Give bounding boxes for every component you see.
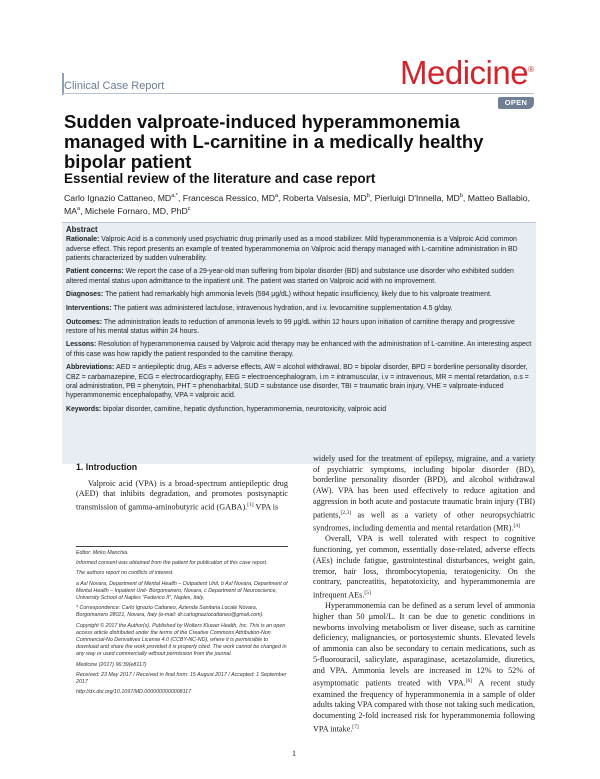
abstract-label: Diagnoses: bbox=[66, 291, 106, 299]
footnote: a Asl Novara, Department of Mental Health – Outpatient Unit, b Asl Novara, Department of Mental Health – Inpatient Unit- Borgomanero, Novara, c Department of Neuroscience, University School of Naples "Federico II", Naples, Italy. bbox=[76, 580, 288, 602]
intro-text-after: VPA is bbox=[253, 502, 279, 512]
abstract-label: Abbreviations: bbox=[66, 364, 117, 372]
abstract-label: Rationale: bbox=[66, 236, 102, 244]
abstract-paragraph bbox=[66, 290, 532, 299]
abstract-paragraph bbox=[66, 405, 532, 414]
left-column bbox=[76, 462, 288, 514]
author-name: Roberta Valsesia, MD bbox=[282, 192, 367, 203]
introduction-paragraph bbox=[76, 479, 288, 514]
author-affiliation-mark: a,* bbox=[171, 193, 178, 199]
footnote: The authors report no conflicts of interest. bbox=[76, 570, 174, 577]
abstract-paragraph bbox=[66, 304, 532, 313]
author-affiliation-mark: b bbox=[366, 193, 370, 199]
abstract-label: Interventions: bbox=[66, 304, 114, 312]
right-column bbox=[313, 454, 535, 735]
abstract-text: The administration leads to reduction of ammonia levels to 99 μg/dL within 12 hours upon initiation of carnitine therapy and progressive restore of his mental status within 24 hours. bbox=[66, 318, 515, 335]
abstract-paragraph bbox=[66, 363, 532, 400]
abstract-label: Outcomes: bbox=[66, 318, 104, 326]
author-affiliation-mark: a bbox=[77, 206, 81, 213]
abstract-text: We report the case of a 29-year-old man suffering from bipolar disorder (BD) and substance use disorder who exhibited sudden altered mental status upon admittance to the inpatient unit. The patient was started on Valproic acid with no improvement. bbox=[66, 268, 514, 285]
intro-text: Valproic acid (VPA) is a broad-spectrum antiepileptic drug (AED) that inhibits degradation, and promotes postsynaptic transmission of gamma-aminobutyric acid (GABA). bbox=[76, 478, 288, 512]
journal-logo bbox=[400, 54, 533, 92]
abstract-label: Patient concerns: bbox=[66, 268, 126, 276]
abstract-paragraph bbox=[66, 235, 532, 263]
author-affiliation-mark: a bbox=[274, 193, 279, 199]
footnote: http://dx.doi.org/10.1097/MD.0000000000008117 bbox=[76, 689, 192, 696]
body-paragraph: widely used for the treatment of epilepsy, migraine, and a variety of psychiatric symptoms, including bipolar disorder (BD), borderline personality disorder (BPD), and alcohol withdrawal (AW). VPA has been used effectively to reduce agitation and aggression in both acute and postacute traumatic brain injury (TBI) patients,[2,3] as well as a variety of other neuropsychiatric syndromes, including dementia and mental retardation (MR).[4] bbox=[313, 454, 535, 533]
author-name: Carlo Ignazio Cattaneo, MD bbox=[64, 192, 172, 203]
section-label: Clinical Case Report bbox=[64, 80, 165, 92]
author-name: Matteo Ballabio, MA bbox=[64, 192, 531, 217]
abstract-label: Lessons: bbox=[66, 341, 99, 349]
author-affiliation-mark: c bbox=[187, 206, 191, 213]
footnote: Received: 23 May 2017 / Received in final form: 15 August 2017 / Accepted: 1 September 2017 bbox=[76, 671, 287, 686]
citation-ref: [7] bbox=[352, 723, 359, 730]
abstract-paragraph bbox=[66, 267, 532, 286]
abstract-heading: Abstract bbox=[66, 225, 98, 234]
footnote: Medicine (2017) 96:39(e8117) bbox=[76, 661, 147, 668]
page-number: 1 bbox=[292, 749, 296, 758]
author-name: Michele Fornaro, MD, PhD bbox=[84, 206, 188, 217]
abstract-text: AED = antiepileptic drug, AEs = adverse effects, AW = alcohol withdrawal, BD = bipolar disorder, BPD = borderline personality disorder, CBZ = carbamazepine, ECG = electrocardiography, EEG = electroencephalogram, i.m = intramuscular, i.v = intravenous, MR = mental retardation, o.s = oral administration, PB = phenytoin, PHT = phenobarbital, SUD = substance use disorder, TBI = traumatic brain injury, VHE = valproate-induced hyperammonemic encephalopathy, VPA = valproic acid. bbox=[66, 364, 529, 400]
footnotes bbox=[76, 550, 288, 699]
footnote-divider bbox=[76, 546, 288, 547]
registered-mark: ® bbox=[528, 65, 534, 74]
intro-ref: [1] bbox=[247, 502, 254, 509]
citation-ref: [6] bbox=[465, 678, 473, 685]
abstract-label: Keywords: bbox=[66, 405, 104, 413]
abstract-text: Resolution of hyperammonemia caused by Valproic acid therapy may be enhanced with the administration of L-carnitine. An interesting aspect of this case was how rapidly the patient responded to the carnitine therapy. bbox=[66, 341, 532, 358]
footnote: * Correspondence: Carlo Ignazio Cattaneo, Azienda Sanitaria Locale Novara, Borgomanero 28021, Novara, Italy (e-mail: dr.carlognaziocattaneo@gmail.com). bbox=[76, 605, 264, 619]
author-affiliation-mark: b bbox=[459, 193, 463, 199]
open-access-badge: OPEN bbox=[498, 97, 534, 109]
author-name: Pierluigi D'Innella, MD bbox=[374, 192, 460, 203]
footnote: Informed consent was obtained from the patient for publication of this case report. bbox=[76, 560, 268, 567]
introduction-heading: 1. Introduction bbox=[76, 462, 138, 472]
abstract-paragraph bbox=[66, 318, 532, 337]
abstract-text: The patient was administered lactulose, intravenous hydration, and i.v. levocarnitine supplementation 4.5 g/day. bbox=[113, 304, 453, 312]
citation-ref: [5] bbox=[364, 589, 371, 596]
abstract-text: The patient had remarkably high ammonia levels (594 μg/dL) without hepatic insufficiency, likely due to his valproate treatment. bbox=[105, 291, 492, 299]
article-title: Sudden valproate-induced hyperammonemia managed with L-carnitine in a medically healthy bipolar patient bbox=[64, 111, 484, 172]
abstract-text: bipolar disorder, carnitine, hepatic dysfunction, hyperammonemia, neurotoxicity, valproic acid bbox=[103, 405, 387, 413]
header-divider bbox=[62, 93, 534, 94]
abstract-content bbox=[66, 225, 532, 418]
author-list: Carlo Ignazio Cattaneo, $MD^{a,*}$, Francesca Ressico, $MD^a$, Roberta Valsesia, $MD^b$, Pierluigi D'Innella, $MD^b$, Matteo Ballabio, $MA^a$, Michele Fornaro, MD, PhD$^c$ bbox=[64, 192, 531, 217]
footnote: Editor: Mirko Manchia. bbox=[76, 550, 129, 556]
abstract-text: Valproic Acid is a commonly used psychiatric drug primarily used as a mood stabilizer. Mild hyperammonemia is a Valproic Acid common adverse effect. This report presents an example of treated hyperammonemia on Valproic acid therapy managed with L-carnitine administration in BD patients characterized by sudden vulnerability. bbox=[66, 236, 518, 262]
abstract-box bbox=[62, 222, 536, 464]
citation-ref: [2,3] bbox=[340, 509, 352, 516]
body-paragraph: Hyperammonemia can be defined as a serum level of ammonia higher than 50 μmol/L. It can be due to genetic conditions in newborns involving metabolism or liver disease, such as carnitine deficiency, malignancies, or portosystemic shunts. Elevated levels of ammonia can also be secondary to certain medications, such as 5-fluorouracil, salicylate, asparaginase, acetazolamide, diuretics, and VPA. Ammonia levels are increased in 12% to 52% of asymptomatic patients treated with VPA.[6] A recent study examined the frequency of hyperammonemia in a sample of older adults taking VPA compared with those not taking such medication, documenting 2-fold increased risk for hyperammonemia following VPA intake.[7] bbox=[313, 601, 536, 734]
abstract-paragraph bbox=[66, 340, 532, 359]
journal-name: Medicine bbox=[400, 54, 529, 91]
citation-ref: [4] bbox=[513, 522, 520, 529]
footnote: Copyright © 2017 the Author(s). Published by Wolters Kluwer Health, Inc. This is an open access article distributed under the terms of the Creative Commons Attribution-Non Commercial-No Derivatives License 4.0 (CCBY-NC-ND), where it is permissible to download and share the work provided it is properly cited. The work cannot be changed in any way or used commercially without permission from the journal. bbox=[76, 622, 287, 658]
author-name: Francesca Ressico, MD bbox=[182, 192, 275, 203]
article-subtitle: Essential review of the literature and case report bbox=[64, 171, 376, 186]
body-paragraph: Overall, VPA is well tolerated with respect to cognitive functioning, yet common, essentially dose-related, adverse effects (AEs) include fatigue, gastrointestinal disturbances, weight gain, tremor, hair loss, thrombocytopenia, teratogenicity. On the contrary, pancreatitis, hepatotoxicity, and hyperammonemia are infrequent AEs.[5] bbox=[313, 534, 535, 600]
